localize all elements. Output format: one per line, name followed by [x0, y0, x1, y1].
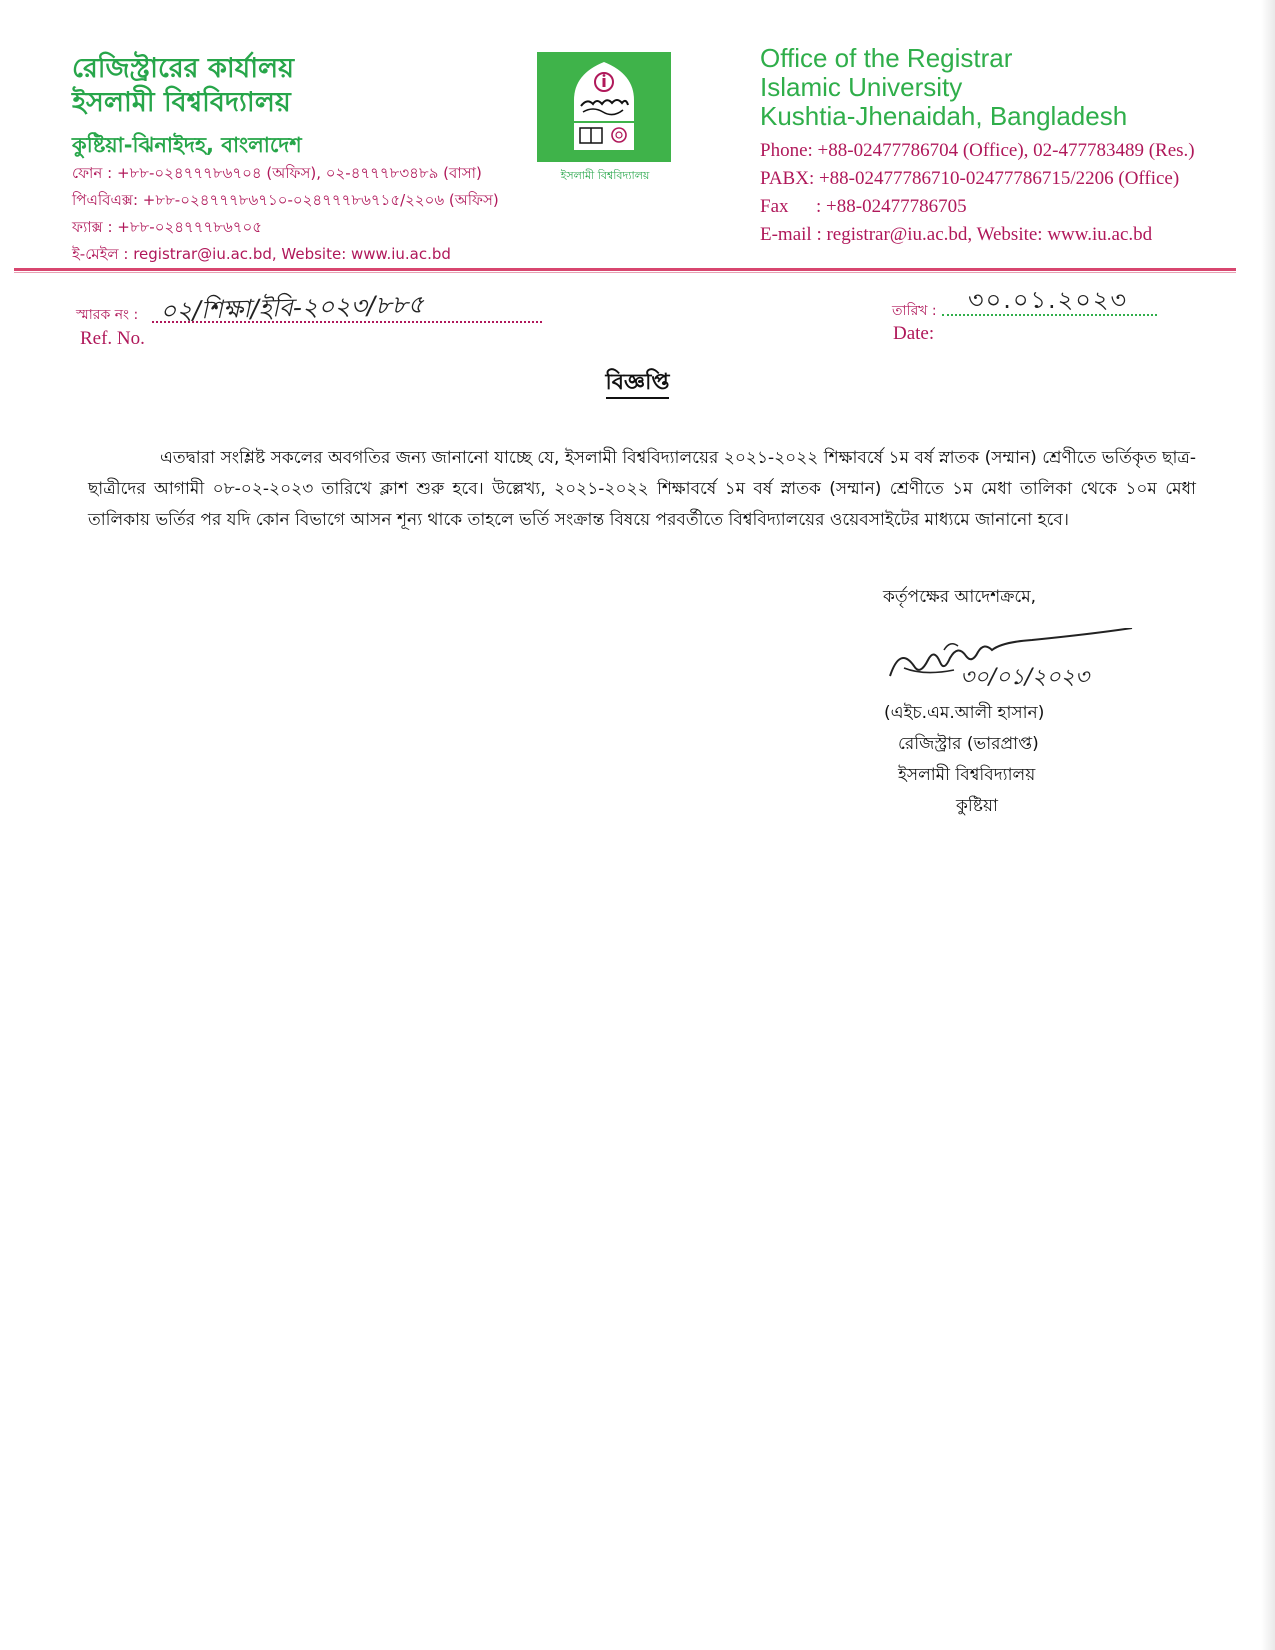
letterhead-bn — [72, 52, 512, 268]
date-label-en: Date: — [893, 323, 935, 344]
ref-label-bn: স্মারক নং : — [76, 307, 139, 323]
en-office-title: Office of the Registrar — [760, 43, 1013, 73]
bn-phone: ফোন : +৮৮-০২৪৭৭৭৮৬৭০৪ (অফিস), ০২-৪৭৭৭৮৩৪৮৯ (বাসা) — [72, 164, 482, 182]
bn-pabx: পিএবিএক্স: +৮৮-০২৪৭৭৭৮৬৭১০-০২৪৭৭৭৮৬৭১৫/২২০৬ (অফিস) — [72, 191, 499, 209]
en-fax-line — [760, 193, 1230, 221]
bn-office-title: রেজিস্ট্রারের কার্যালয় — [72, 53, 295, 84]
signatory-organization: ইসলামী বিশ্ববিদ্যালয় — [898, 765, 1036, 785]
en-pabx: PABX: +88-02477786710-02477786715/2206 (Office) — [760, 168, 1180, 189]
bn-location: কুষ্টিয়া-ঝিনাইদহ, বাংলাদেশ — [72, 133, 302, 157]
date-value: ৩০.০১.২০২৩ — [968, 286, 1129, 314]
logo-caption: ইসলামী বিশ্ববিদ্যালয় — [560, 169, 650, 182]
en-university-name: Islamic University — [760, 72, 963, 102]
signatory-location: কুষ্টিয়া — [956, 796, 998, 816]
en-location: Kushtia-Jhenaidah, Bangladesh — [760, 101, 1128, 131]
by-order-of-authority: কর্তৃপক্ষের আদেশক্রমে, — [883, 587, 1037, 607]
letterhead-en — [760, 44, 1230, 249]
date-label-bn: তারিখ : — [892, 303, 937, 319]
notice-heading — [0, 365, 1275, 402]
bn-university-name: ইসলামী বিশ্ববিদ্যালয় — [72, 87, 291, 118]
page-edge-shadow — [1261, 0, 1275, 1650]
en-fax: : +88-02477786705 — [816, 196, 967, 217]
bn-email-website: ই-মেইল : registrar@iu.ac.bd, Website: www.iu.ac.bd — [72, 245, 451, 263]
signature-date: ৩০/০১/২০২৩ — [960, 665, 1090, 690]
signatory-name: (এইচ.এম.আলী হাসান) — [884, 703, 1045, 723]
university-logo-emblem — [537, 52, 671, 162]
en-fax-label: Fax — [760, 196, 789, 217]
en-phone: Phone: +88-02477786704 (Office), 02-477783489 (Res.) — [760, 140, 1195, 161]
en-email-website: E-mail : registrar@iu.ac.bd, Website: www.iu.ac.bd — [760, 224, 1153, 245]
ref-number: ০২/শিক্ষা/ইবি-২০২৩/৮৮৫ — [159, 289, 425, 326]
signatory-designation: রেজিস্ট্রার (ভারপ্রাপ্ত) — [898, 734, 1039, 754]
bn-fax: ফ্যাক্স : +৮৮-০২৪৭৭৭৮৬৭০৫ — [72, 218, 262, 236]
notice-heading-text: বিজ্ঞপ্তি — [606, 370, 670, 399]
university-logo — [537, 52, 671, 162]
notice-body: এতদ্বারা সংশ্লিষ্ট সকলের অবগতির জন্য জানানো যাচ্ছে যে, ইসলামী বিশ্ববিদ্যালয়ের ২০২১-২০২২ শিক্ষাবর্ষে ১ম বর্ষ স্নাতক (সম্মান) শ্রেণীতে ভর্তিকৃত ছাত্র-ছাত্রীদের আগামী ০৮-০২-২০২৩ তারিখে ক্লাশ শুরু হবে। উল্লেখ্য, ২০২১-২০২২ শিক্ষাবর্ষে ১ম বর্ষ স্নাতক (সম্মান) শ্রেণীতে ১ম মেধা তালিকা থেকে ১০ম মেধা তালিকায় ভর্তির পর যদি কোন বিভাগে আসন শূন্য থাকে তাহলে ভর্তি সংক্রান্ত বিষয়ে পরবর্তীতে বিশ্ববিদ্যালয়ের ওয়েবসাইটের মাধ্যমে জানানো হবে। — [88, 448, 1196, 530]
letterhead-divider — [14, 268, 1236, 271]
ref-label-en: Ref. No. — [80, 328, 145, 349]
letterhead-divider-shadow — [14, 272, 1236, 273]
